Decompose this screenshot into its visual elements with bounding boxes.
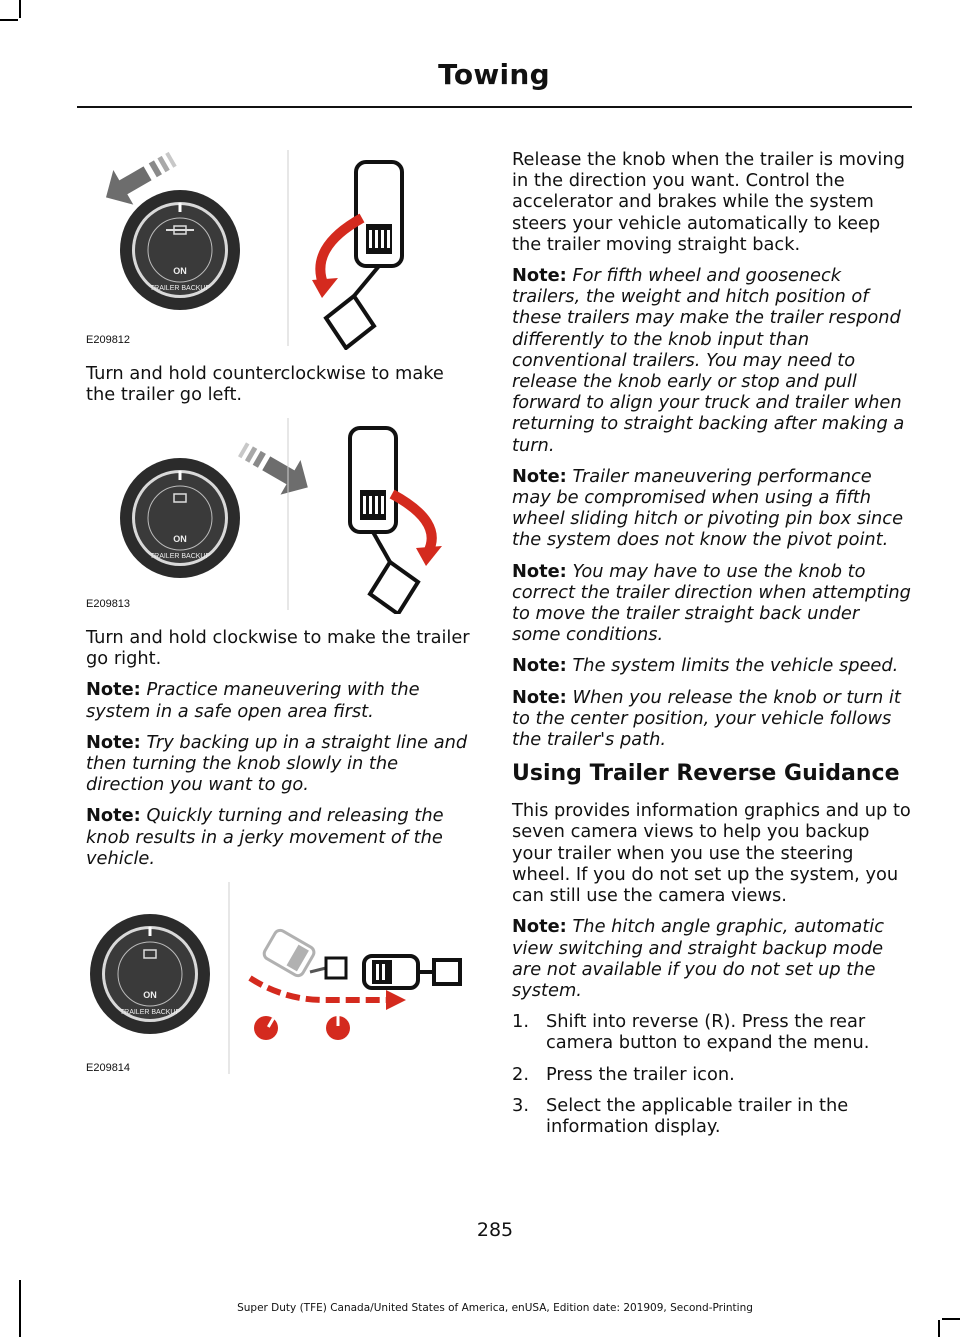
section-body: This provides information graphics and up to seven camera views to help you backup your trailer when you use the steering wheel. If you do not set up the system, you can still use the camera views.	[512, 800, 911, 907]
crop-mark-bottom-right-v	[938, 1320, 940, 1337]
crop-mark-top-left-h	[0, 19, 18, 21]
list-item: 1. Shift into reverse (R). Press the rear camera button to expand the menu.	[512, 1011, 870, 1054]
knob-icon	[90, 914, 210, 1034]
svg-text:TRAILER BACKUP: TRAILER BACKUP	[119, 1009, 181, 1016]
note: Note: Try backing up in a straight line and then turning the knob slowly in the direction you want to go.	[86, 731, 468, 796]
note: Note: The system limits the vehicle speed.	[512, 655, 899, 677]
figure-knob-center	[84, 882, 484, 1078]
list-item: 2. Press the trailer icon.	[512, 1063, 735, 1085]
svg-text:TRAILER BACKUP: TRAILER BACKUP	[149, 553, 211, 560]
truck-trailer-icon	[312, 162, 402, 348]
steps-list	[512, 1011, 912, 1137]
note: Note: You may have to use the knob to correct the trailer direction when attempting to move the trailer straight back under some conditions.	[512, 560, 911, 646]
right-column-text: Release the knob when the trailer is moving in the direction you want. Control the accelerator and brakes while the system steers your vehicle automatically to keep the trailer moving straight back. Note: For fifth wheel and gooseneck trailers, the weight and hitch position of these trailers may make the trailer respond differently to the knob input than conventional trailers. You may need to release the knob early or stop and pull forward to align your truck and trailer when returning to straight backing after making a turn. Note: Trailer maneuvering performance may be compromised when using a fifth wheel sliding hitch or pivoting pin box since the system does not know the pivot point. Note: You may have to use the knob to correct the trailer direction when attempting to move the trailer straight back under some conditions. Note: The system limits the vehicle speed. Note: When you release the knob or turn it to the center position, your vehicle follows the trailer's path. Using Trailer Reverse Guidance This provides information graphics and up to seven camera views to help you backup your trailer when you use the steering wheel. If you do not set up the system, you can still use the camera views. Note: The hitch angle graphic, automatic view switching and straight backup mode are not available if you do not set up the system. 1. Shift into reverse (R). Press the rear camera button to expand the menu. 2. Press the trailer icon. 3. Select the applicable trailer in the information display.	[512, 149, 911, 1137]
list-item: 3. Select the applicable trailer in the information display.	[512, 1094, 849, 1137]
svg-text:ON: ON	[143, 990, 157, 1000]
truck-trailer-icon	[350, 428, 442, 614]
note: Note: The hitch angle graphic, automatic view switching and straight backup mode are not available if you do not set up the system.	[512, 916, 885, 1001]
figure-id: E209812	[86, 334, 131, 346]
page-title: Towing	[438, 58, 550, 91]
note: Note: When you release the knob or turn it to the center position, your vehicle follows the trailer's path.	[512, 686, 901, 751]
trailer-path-icon	[250, 928, 460, 1040]
note: Note: Quickly turning and releasing the knob results in a jerky movement of the vehicle.	[86, 805, 444, 869]
svg-text:TRAILER BACKUP: TRAILER BACKUP	[149, 285, 211, 292]
knob-icon	[120, 458, 240, 578]
note: Note: Practice maneuvering with the system in a safe open area first.	[86, 679, 420, 722]
crop-mark-top-left-v	[19, 0, 21, 18]
svg-text:ON: ON	[173, 266, 187, 276]
left-caption-1: Turn and hold counterclockwise to make the trailer go left.	[86, 363, 444, 406]
left-column-text: Turn and hold clockwise to make the trailer go right. Note: Practice maneuvering with the system in a safe open area first. Note: Try backing up in a straight line and then turning the knob slowly in the direction you want to go. Note: Quickly turning and releasing the knob results in a jerky movement of the vehicle.	[86, 627, 476, 879]
footer: Super Duty (TFE) Canada/United States of America, enUSA, Edition date: 201909, Second-Printing	[237, 1302, 753, 1314]
svg-text:ON: ON	[173, 534, 187, 544]
figure-id: E209813	[86, 598, 131, 610]
figure-knob-counterclockwise	[84, 150, 484, 350]
header-rule	[77, 106, 912, 108]
figure-knob-clockwise	[84, 418, 484, 614]
knob-icon	[120, 190, 240, 310]
note: Note: Trailer maneuvering performance may be compromised when using a fifth wheel sliding hitch or pivoting pin box since the system does not know the pivot point.	[512, 465, 904, 551]
arrow-right-icon	[232, 432, 318, 505]
page-number: 285	[476, 1219, 514, 1241]
figure-id: E209814	[86, 1062, 131, 1074]
section-heading: Using Trailer Reverse Guidance	[512, 761, 900, 787]
crop-mark-bottom-right-h	[942, 1318, 960, 1320]
note: Note: For fifth wheel and gooseneck trailers, the weight and hitch position of these trailers may make the trailer respond differently to the knob input than conventional trailers. You may need to release the knob early or stop and pull forward to align your truck and trailer when returning to straight backing after making a turn.	[512, 265, 905, 456]
